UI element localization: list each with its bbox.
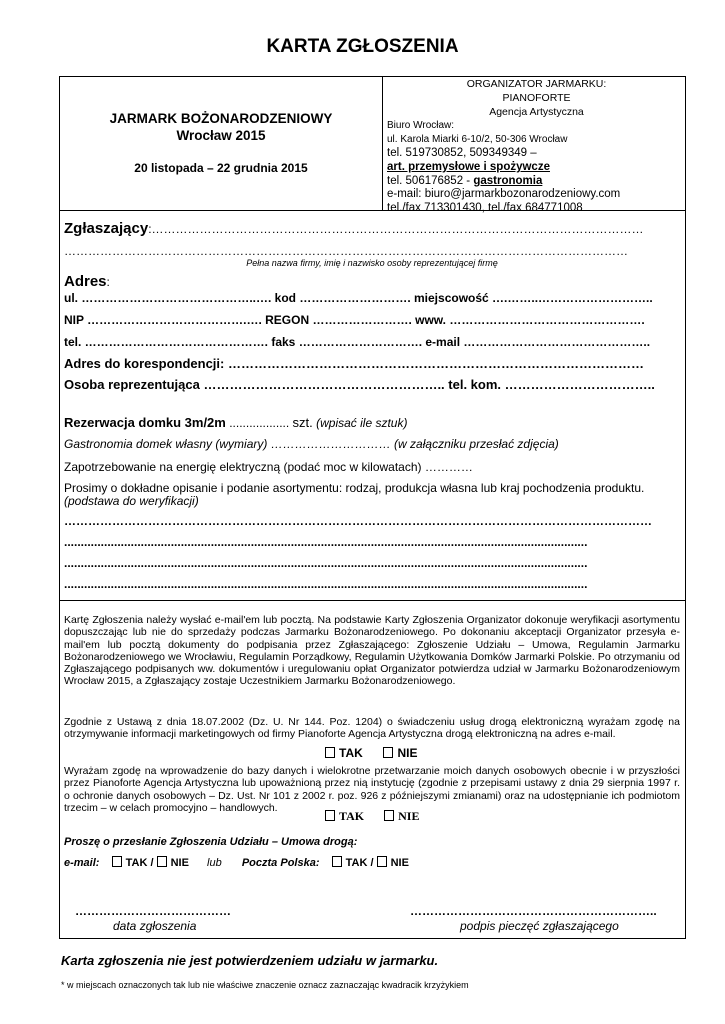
representative-line[interactable]: Osoba reprezentująca ……………………………………………….. tel. kom. …………………………….. xyxy=(64,377,655,392)
page-title: KARTA ZGŁOSZENIA xyxy=(266,36,459,57)
marketing-no-label: NIE xyxy=(397,746,418,760)
organizer-address: ul. Karola Miarki 6-10/2, 50-306 Wrocław xyxy=(387,134,568,146)
marketing-consent-options xyxy=(325,746,417,760)
organizer-phone1: tel. 519730852, 509349349 – xyxy=(387,146,537,159)
email-method-label: e-mail: xyxy=(64,857,100,869)
fair-name: JARMARK BOŻONARODZENIOWY xyxy=(109,111,333,126)
data-no-checkbox[interactable] xyxy=(384,810,394,821)
applicant-row[interactable] xyxy=(64,220,680,238)
data-no-label: NIE xyxy=(398,809,420,823)
assortment-line: Prosimy o dokładne opisanie i podanie asortymentu: rodzaj, produkcja własna lub kraj pochodzenia produktu. xyxy=(64,481,645,495)
fair-dates: 20 listopada – 22 grudnia 2015 xyxy=(134,161,308,175)
organizer-agency: Agencja Artystyczna xyxy=(489,105,584,118)
or-label: lub xyxy=(207,857,222,869)
send-method-options xyxy=(64,856,680,869)
header-divider xyxy=(382,76,383,211)
assortment-dots-4[interactable]: ............................................................................................................................................................. xyxy=(64,577,588,591)
fair-city-year: Wrocław 2015 xyxy=(176,128,266,143)
post-yes-checkbox[interactable] xyxy=(332,856,342,867)
applicant-label: Zgłaszający xyxy=(64,220,149,237)
organizer-label: ORGANIZATOR JARMARKU: xyxy=(466,78,607,90)
info-paragraph-1: Kartę Zgłoszenia należy wysłać e-mail'em lub pocztą. Na podstawie Karty Zgłoszenia Organizator dokonuje weryfikacji asortymentu dopuszczając lub nie do sprzedaży podczas Jarmarku Bożonarodzeniowego. Po dokonaniu akceptacji Organizator przesyła e-mail'em lub pocztą dokumenty do podpisania przez Zgłaszającego: Zgłoszenie Udziału – Umowa, Regulamin Jarmarku Bożonarodzeniowego we Wrocławiu, Regulamin Porządkowy, Regulamin Użytkowania Domków Jarmarki Polskie. Po otrzymaniu od Zgłaszającego podpisanych ww. dokumentów i uregulowaniu opłat Organizator potwierdza udział w Jarmarku Bożonarodzeniowym Wrocław 2015, a Zgłaszający zostaje Uczestnikiem Jarmarku Bożonarodzeniowego. xyxy=(64,614,680,688)
consent-paragraph-marketing: Zgodnie z Ustawą z dnia 18.07.2002 (Dz. U. Nr 144. Poz. 1204) o świadczeniu usług drogą elektroniczną wyrażam zgodę na otrzymywanie informacji marketingowych od firmy Pianoforte Agencja Artystyczna drogą elektroniczną na adres e-mail. xyxy=(64,716,680,741)
applicant-dots-line2[interactable]: …………………………………………………………………………………………………………………………… xyxy=(64,244,628,258)
nip-line[interactable]: NIP ………………………………….…. REGON ……………………. www. …………………………………………. xyxy=(64,313,645,327)
organizer-email: e-mail: biuro@jarmarkbozonarodzeniowy.com xyxy=(387,188,621,201)
assortment-dots-2[interactable]: ............................................................................................................................................................. xyxy=(64,535,588,549)
organizer-phone2: tel. 506176852 - xyxy=(387,174,474,187)
marketing-yes-checkbox[interactable] xyxy=(325,747,335,758)
energy-line[interactable]: Zapotrzebowanie na energię elektryczną (podać moc w kilowatach) ………… xyxy=(64,460,473,474)
organizer-fax: tel./fax 713301430, tel./fax 684771008 xyxy=(387,202,583,215)
booking-unit: szt. xyxy=(292,415,313,430)
fair-title xyxy=(60,110,382,144)
address-colon: : xyxy=(106,275,110,289)
post-method-label: Poczta Polska: xyxy=(241,857,320,869)
footer-footnote: * w miejscach oznaczonych tak lub nie właściwe znaczenie oznacz zaznaczając kwadracik krzyżykiem xyxy=(61,980,469,990)
email-yes-label: TAK / xyxy=(125,857,157,869)
booking-hint: (wpisać ile sztuk) xyxy=(312,416,408,430)
booking-row[interactable] xyxy=(64,414,680,432)
assortment-dots-1[interactable]: ………………………………………………………………………………………………………………………………… xyxy=(64,514,652,528)
organizer-category1: art. przemysłowe i spożywcze xyxy=(387,160,550,173)
marketing-no-checkbox[interactable] xyxy=(383,747,393,758)
street-line[interactable]: ul. ……………………………………..…. kod ………………………. miejscowość ….……..……………………….. xyxy=(64,291,653,305)
booking-label: Rezerwacja domku 3m/2m xyxy=(64,415,226,430)
correspondence-line[interactable]: Adres do korespondencji: …………………………………………………………………………………… xyxy=(64,356,644,371)
address-heading xyxy=(64,273,680,291)
assortment-dots-3[interactable]: ............................................................................................................................................................. xyxy=(64,556,588,570)
date-label: data zgłoszenia xyxy=(113,919,197,933)
post-no-label: NIE xyxy=(390,857,409,869)
applicant-hint: Pełna nazwa firmy, imię i nazwisko osoby reprezentującej firmę xyxy=(246,258,498,268)
assortment-hint: (podstawa do weryfikacji) xyxy=(64,494,199,508)
gastronomy-line[interactable]: Gastronomia domek własny (wymiary) ………………………… (w załączniku przesłać zdjęcia) xyxy=(64,437,559,451)
date-signature-dots[interactable]: ………………………………… xyxy=(75,904,231,918)
organizer-category2: gastronomia xyxy=(473,174,543,187)
organizer-name: PIANOFORTE xyxy=(502,91,571,104)
organizer-phone2-row xyxy=(387,175,686,189)
organizer-office: Biuro Wrocław: xyxy=(387,120,455,132)
footer-note: Karta zgłoszenia nie jest potwierdzeniem udziału w jarmarku. xyxy=(61,953,439,968)
organizer-block xyxy=(387,78,686,216)
consent-paragraph-data: Wyrażam zgodę na wprowadzenie do bazy danych i wielokrotne przetwarzanie moich danych osobowych obecnie i w przyszłości przez Pianoforte Agencja Artystyczna lub upoważnioną przez nią instytucję (zgodnie z przepisami ustawy z dnia 29 sierpnia 1997 r. o ochronie danych osobowych – Dz. Ust. Nr 101 z 2002 r. poz. 926 z późniejszymi zmianami) oraz na udostępnianie ich podmiotom trzecim – w celach promocyjno – handlowych. xyxy=(64,765,680,814)
email-no-label: NIE xyxy=(170,857,189,869)
post-yes-label: TAK / xyxy=(345,857,377,869)
applicant-dots: :…………………………………………………………………………………………………………… xyxy=(148,222,644,236)
booking-dots: .................. xyxy=(225,416,293,430)
marketing-yes-label: TAK xyxy=(339,746,363,760)
data-consent-options xyxy=(325,809,419,824)
send-method-label: Proszę o przesłanie Zgłoszenia Udziału – Umowa drogą: xyxy=(64,836,358,848)
signature-dots[interactable]: …………………………………………………….. xyxy=(410,904,657,918)
email-no-checkbox[interactable] xyxy=(157,856,167,867)
post-no-checkbox[interactable] xyxy=(377,856,387,867)
signature-label: podpis pieczęć zgłaszającego xyxy=(460,919,619,933)
email-yes-checkbox[interactable] xyxy=(112,856,122,867)
data-yes-label: TAK xyxy=(339,809,365,823)
tel-line[interactable]: tel. ………………………………………. faks …………………………. e-mail ……………………………………….. xyxy=(64,335,651,349)
data-yes-checkbox[interactable] xyxy=(325,810,335,821)
address-label: Adres xyxy=(64,273,107,290)
